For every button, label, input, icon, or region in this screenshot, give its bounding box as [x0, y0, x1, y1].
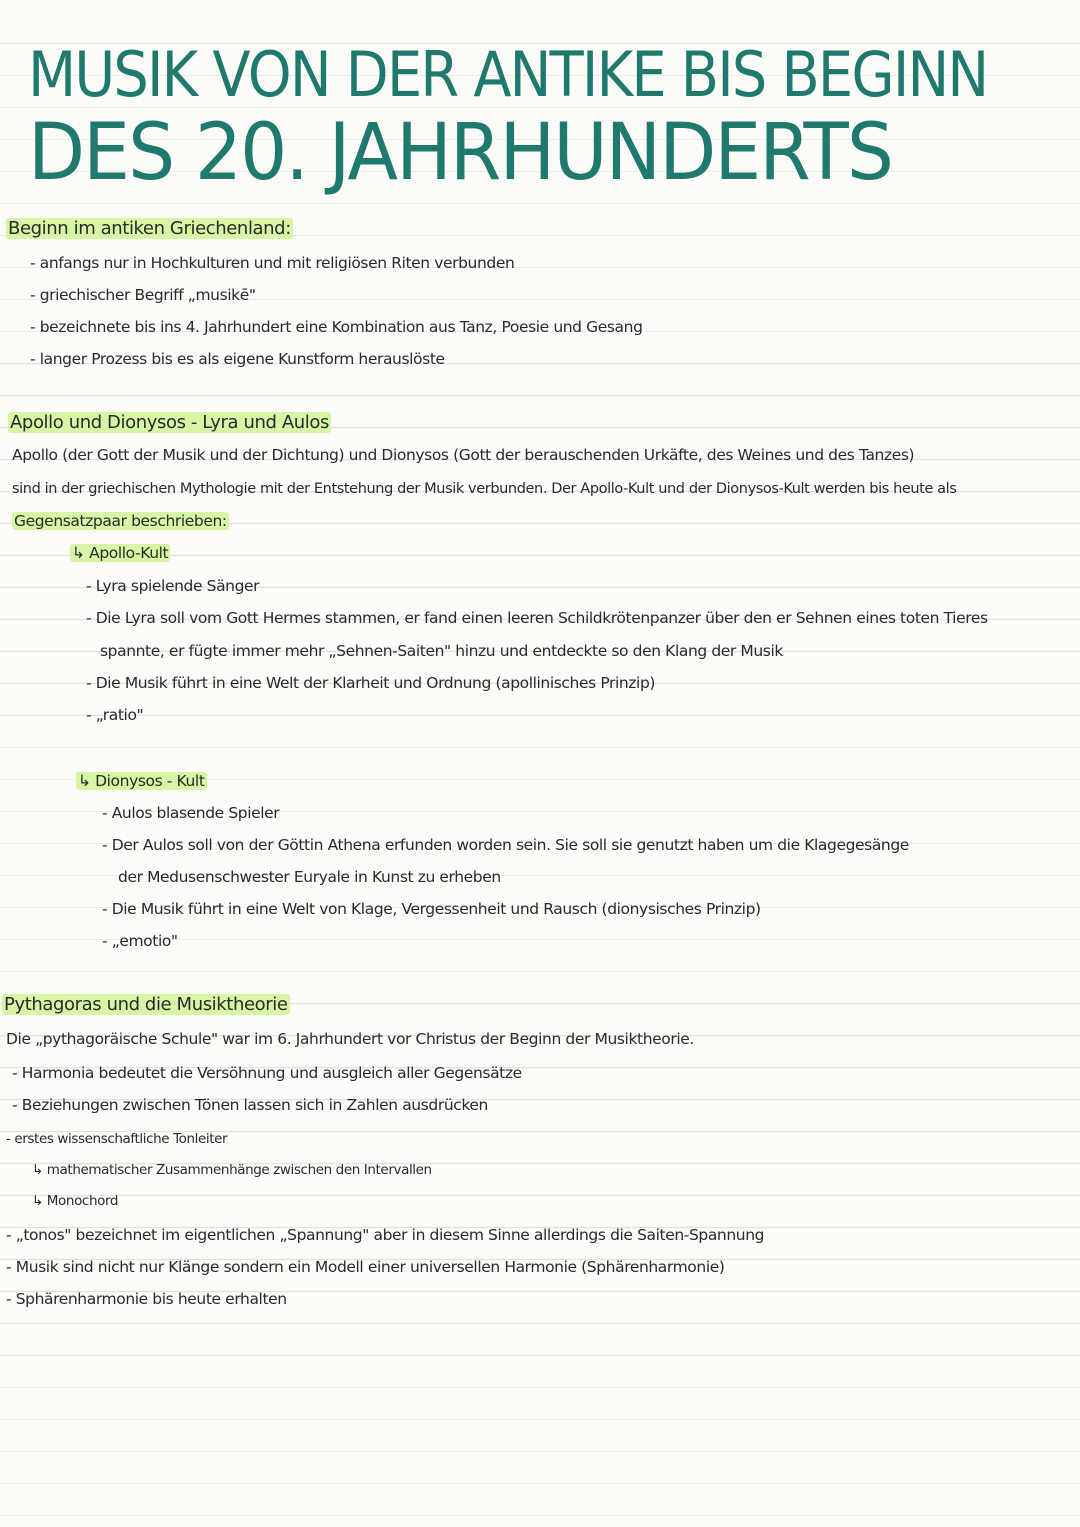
- list-item: - anfangs nur in Hochkulturen und mit religiösen Riten verbunden: [30, 254, 515, 272]
- list-item: - „ratio": [86, 706, 144, 724]
- list-item: - Aulos blasende Spieler: [102, 804, 280, 822]
- list-item-sub: ↳ Monochord: [32, 1193, 119, 1209]
- list-item: - Der Aulos soll von der Göttin Athena erfunden worden sein. Sie soll sie genutzt haben um die Klagegesänge: [102, 836, 909, 854]
- list-item: - „tonos" bezeichnet im eigentlichen „Spannung" aber in diesem Sinne allerdings die Saiten-Spannung: [6, 1226, 765, 1244]
- list-item: - Harmonia bedeutet die Versöhnung und ausgleich aller Gegensätze: [12, 1064, 522, 1082]
- paragraph-line: Apollo (der Gott der Musik und der Dichtung) und Dionysos (Gott der berauschenden Urkäfte, des Weines und des Tanzes): [12, 446, 915, 464]
- section-heading-apollo-dionysos: Apollo und Dionysos - Lyra und Aulos: [10, 412, 329, 433]
- list-item: - erstes wissenschaftliche Tonleiter: [6, 1131, 228, 1147]
- list-item: - Die Musik führt in eine Welt der Klarheit und Ordnung (apollinisches Prinzip): [86, 674, 656, 692]
- paragraph-line: Gegensatzpaar beschrieben:: [14, 512, 227, 530]
- list-item: - bezeichnete bis ins 4. Jahrhundert eine Kombination aus Tanz, Poesie und Gesang: [30, 318, 643, 336]
- list-item-sub: ↳ mathematischer Zusammenhänge zwischen den Intervallen: [32, 1162, 432, 1178]
- page-title-line-1: MUSIK VON DER ANTIKE BIS BEGINN: [28, 38, 988, 111]
- list-item-continuation: spannte, er fügte immer mehr „Sehnen-Saiten" hinzu und entdeckte so den Klang der Musik: [100, 642, 783, 660]
- list-item: - griechischer Begriff „musikē": [30, 286, 256, 304]
- paragraph-line: Die „pythagoräische Schule" war im 6. Jahrhundert vor Christus der Beginn der Musiktheorie.: [6, 1030, 694, 1048]
- subheading-dionysos-kult: ↳ Dionysos - Kult: [78, 772, 205, 790]
- list-item: - Beziehungen zwischen Tönen lassen sich in Zahlen ausdrücken: [12, 1096, 488, 1114]
- page-title-line-2: DES 20. JAHRHUNDERTS: [28, 108, 892, 198]
- list-item: - Lyra spielende Sänger: [86, 577, 260, 595]
- list-item: - langer Prozess bis es als eigene Kunstform herauslöste: [30, 350, 445, 368]
- list-item: - Musik sind nicht nur Klänge sondern ein Modell einer universellen Harmonie (Sphärenharmonie): [6, 1258, 725, 1276]
- section-heading-antiquity: Beginn im antiken Griechenland:: [8, 218, 291, 239]
- paragraph-line: sind in der griechischen Mythologie mit der Entstehung der Musik verbunden. Der Apollo-Kult und der Dionysos-Kult werden bis heute als: [12, 481, 957, 497]
- list-item: - Die Musik führt in eine Welt von Klage, Vergessenheit und Rausch (dionysisches Prinzip): [102, 900, 761, 918]
- list-item: - Sphärenharmonie bis heute erhalten: [6, 1290, 287, 1308]
- list-item-continuation: der Medusenschwester Euryale in Kunst zu erheben: [118, 868, 501, 886]
- section-heading-pythagoras: Pythagoras und die Musiktheorie: [4, 994, 288, 1015]
- subheading-apollo-kult: ↳ Apollo-Kult: [72, 544, 169, 562]
- list-item: - Die Lyra soll vom Gott Hermes stammen, er fand einen leeren Schildkrötenpanzer über den er Sehnen eines toten Tieres: [86, 609, 988, 627]
- list-item: - „emotio": [102, 932, 178, 950]
